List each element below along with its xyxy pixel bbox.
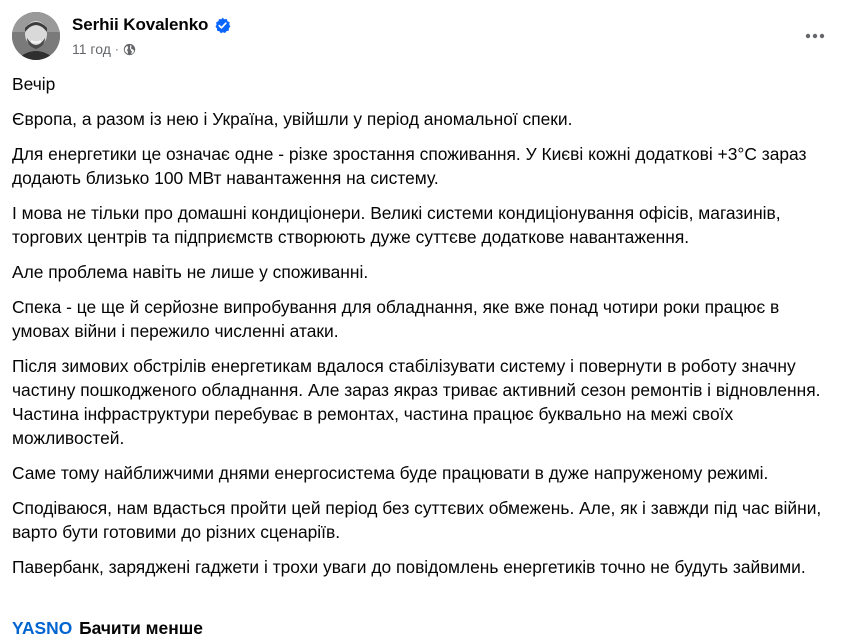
post-body [12,72,837,590]
paragraph: Але проблема навіть не лише у споживанні. [12,262,369,282]
more-options-icon [805,33,825,39]
paragraph: Вечір [12,74,56,94]
see-less-button[interactable]: Бачити менше [79,618,203,638]
paragraph: Сподіваюся, нам вдасться пройти цей період без суттєвих обмежень. Але, як і завжди під час війни, варто бути готовими до різних сценаріїв. [12,498,822,542]
avatar[interactable] [12,12,60,60]
post-footer [12,617,203,639]
globe-icon[interactable] [123,43,136,56]
post-meta [72,39,231,59]
author-block [72,14,231,59]
paragraph: Для енергетики це означає одне - різке зростання споживання. У Києві кожні додаткові +3°C зараз додають близько 100 МВт навантаження на систему. [12,144,807,188]
author-line [72,14,231,36]
verified-badge-icon [214,17,231,34]
more-options-button[interactable] [797,18,833,54]
meta-separator: · [114,42,119,56]
paragraph: Після зимових обстрілів енергетикам вдалося стабілізувати систему і повернути в роботу значну частину пошкодженого обладнання. Але зараз якраз триває активний сезон ремонтів і відновлення. Частина інфраструктури перебуває в ремонтах, частина працює буквально на межі своїх можливостей. [12,356,821,448]
post-time[interactable]: 11 год [72,41,111,57]
paragraph: Павербанк, заряджені гаджети і трохи уваги до повідомлень енергетиків точно не будуть зайвими. [12,557,806,577]
author-name[interactable]: Serhii Kovalenko [72,15,209,34]
hashtag-link[interactable]: YASNO [12,618,73,638]
avatar-image [12,12,60,60]
paragraph: Саме тому найближчими днями енергосистема буде працювати в дуже напруженому режимі. [12,463,769,483]
paragraph: І мова не тільки про домашні кондиціонери. Великі системи кондиціонування офісів, магазинів, торгових центрів та підприємств створюють дуже суттєве додаткове навантаження. [12,203,781,247]
paragraph: Європа, а разом із нею і Україна, увійшли у період аномальної спеки. [12,109,573,129]
paragraph: Спека - це ще й серйозне випробування для обладнання, яке вже понад чотири роки працює в умовах війни і пережило численні атаки. [12,297,780,341]
post-header [12,12,837,62]
